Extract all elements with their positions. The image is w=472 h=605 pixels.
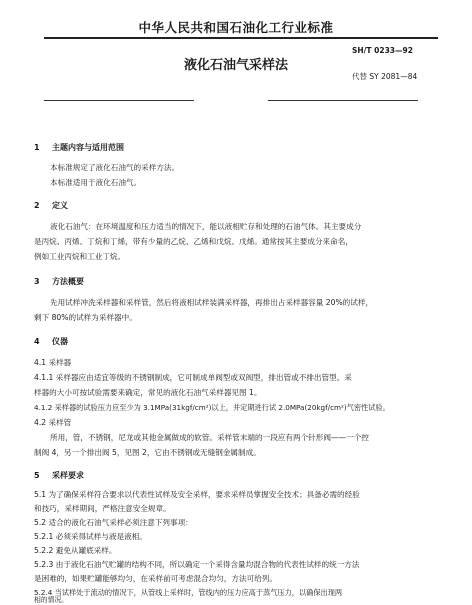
- section-4-line: 样器的大小可按试验需要来确定，常见的液化石油气采样器见图 1。: [34, 388, 262, 397]
- section-number: 4: [34, 337, 40, 346]
- section-4-line: 4.1.1 采样器应由适宜等级的不锈钢制成，它可制成单阀型或双阀型，排出管或不排出管型。采: [34, 373, 352, 382]
- section-number: 2: [34, 201, 40, 210]
- standard-body-title: 中华人民共和国石油化工行业标准: [138, 20, 334, 35]
- section-5-line: 5.2.2 避免从罐底采样。: [34, 546, 117, 555]
- section-title: 定义: [52, 201, 68, 210]
- section-4-line: 4.1 采样器: [34, 358, 72, 367]
- header-rule: [44, 37, 438, 39]
- section-5-line: 相的情况。: [34, 596, 68, 604]
- section-3-heading: [34, 276, 84, 287]
- section-5-line: 5.2.1 必须采得试样与液是液相。: [34, 532, 147, 541]
- section-3-line: 剩下 80%的试样为采样器中。: [34, 313, 137, 322]
- section-2-line: 是丙烷、丙烯、丁烷和丁烯，带有少量的乙烷、乙烯和戊烷、戊烯。通常按其主要成分来命名，: [34, 237, 353, 246]
- section-5-heading: [34, 470, 84, 481]
- section-1-heading: [34, 142, 124, 153]
- section-5-line: 和技巧，采样期间，严格注意安全规章。: [34, 504, 171, 513]
- section-5-line: 5.2 适合的液化石油气采样必须注意下列事项：: [34, 518, 193, 527]
- section-4-line: 4.2 采样管: [34, 418, 72, 427]
- section-1-line: 本标准适用于液化石油气。: [50, 178, 142, 187]
- document-title: 液化石油气采样法: [183, 58, 288, 73]
- section-4-line: 制阀 4，另一个排出阀 5，见图 2，它由不锈钢或无缝钢金属制成。: [34, 448, 261, 457]
- section-5-line: 5.1 为了确保采样符合要求以代表性试样及安全采样，要求采样员掌握安全技术；具备必需的经验: [34, 490, 360, 499]
- section-4-heading: [34, 336, 68, 347]
- section-number: 3: [34, 277, 40, 286]
- section-1-line: 本标准规定了液化石油气的采样方法。: [50, 163, 180, 172]
- standard-code: SH/T 0233—92: [352, 46, 413, 55]
- section-4-line: 4.1.2 采样器的试验压力应至少为 3.1MPa(31kgf/cm²)以上，并定期进行试 2.0MPa(20kgf/cm²)气密性试验。: [34, 403, 390, 412]
- section-4-line: 所用，管，不锈钢，尼龙或其他金属做成的软管。采样管末端的一段应有两个针形阀——一个控: [50, 433, 369, 442]
- section-2-heading: [34, 200, 68, 211]
- section-number: 5: [34, 471, 40, 480]
- section-5-line: 5.2.4 当试样处于流动的情况下，从管线上采样时，管线内的压力应高于蒸气压力，以确保出现两: [34, 588, 343, 597]
- section-title: 主题内容与适用范围: [52, 143, 124, 152]
- title-rule-left: [44, 100, 194, 101]
- section-title: 仪器: [52, 337, 68, 346]
- section-3-line: 先用试样冲洗采样器和采样管，然后将液相试样装满采样器，再排出占采样器容量 20%的试样，: [50, 298, 374, 307]
- title-rule-right: [268, 100, 418, 101]
- replaces-note: 代替 SY 2081—84: [352, 72, 418, 81]
- section-number: 1: [34, 143, 40, 152]
- section-title: 方法概要: [52, 277, 84, 286]
- section-2-line: 液化石油气：在环境温度和压力适当的情况下，能以液相贮存和处理的石油气体。其主要成分: [50, 222, 362, 231]
- section-5-line: 是困难的，如果贮罐能够均匀，在采样前可考虑混合均匀，方法可给列。: [34, 574, 277, 583]
- section-5-line: 5.2.3 由于液化石油气贮罐的结构不同，所以确定一个采得含量均混合物的代表性试样的统一方法: [34, 560, 360, 569]
- section-title: 采样要求: [52, 471, 84, 480]
- section-2-line: 例如工业丙烷和工业丁烷。: [34, 252, 126, 261]
